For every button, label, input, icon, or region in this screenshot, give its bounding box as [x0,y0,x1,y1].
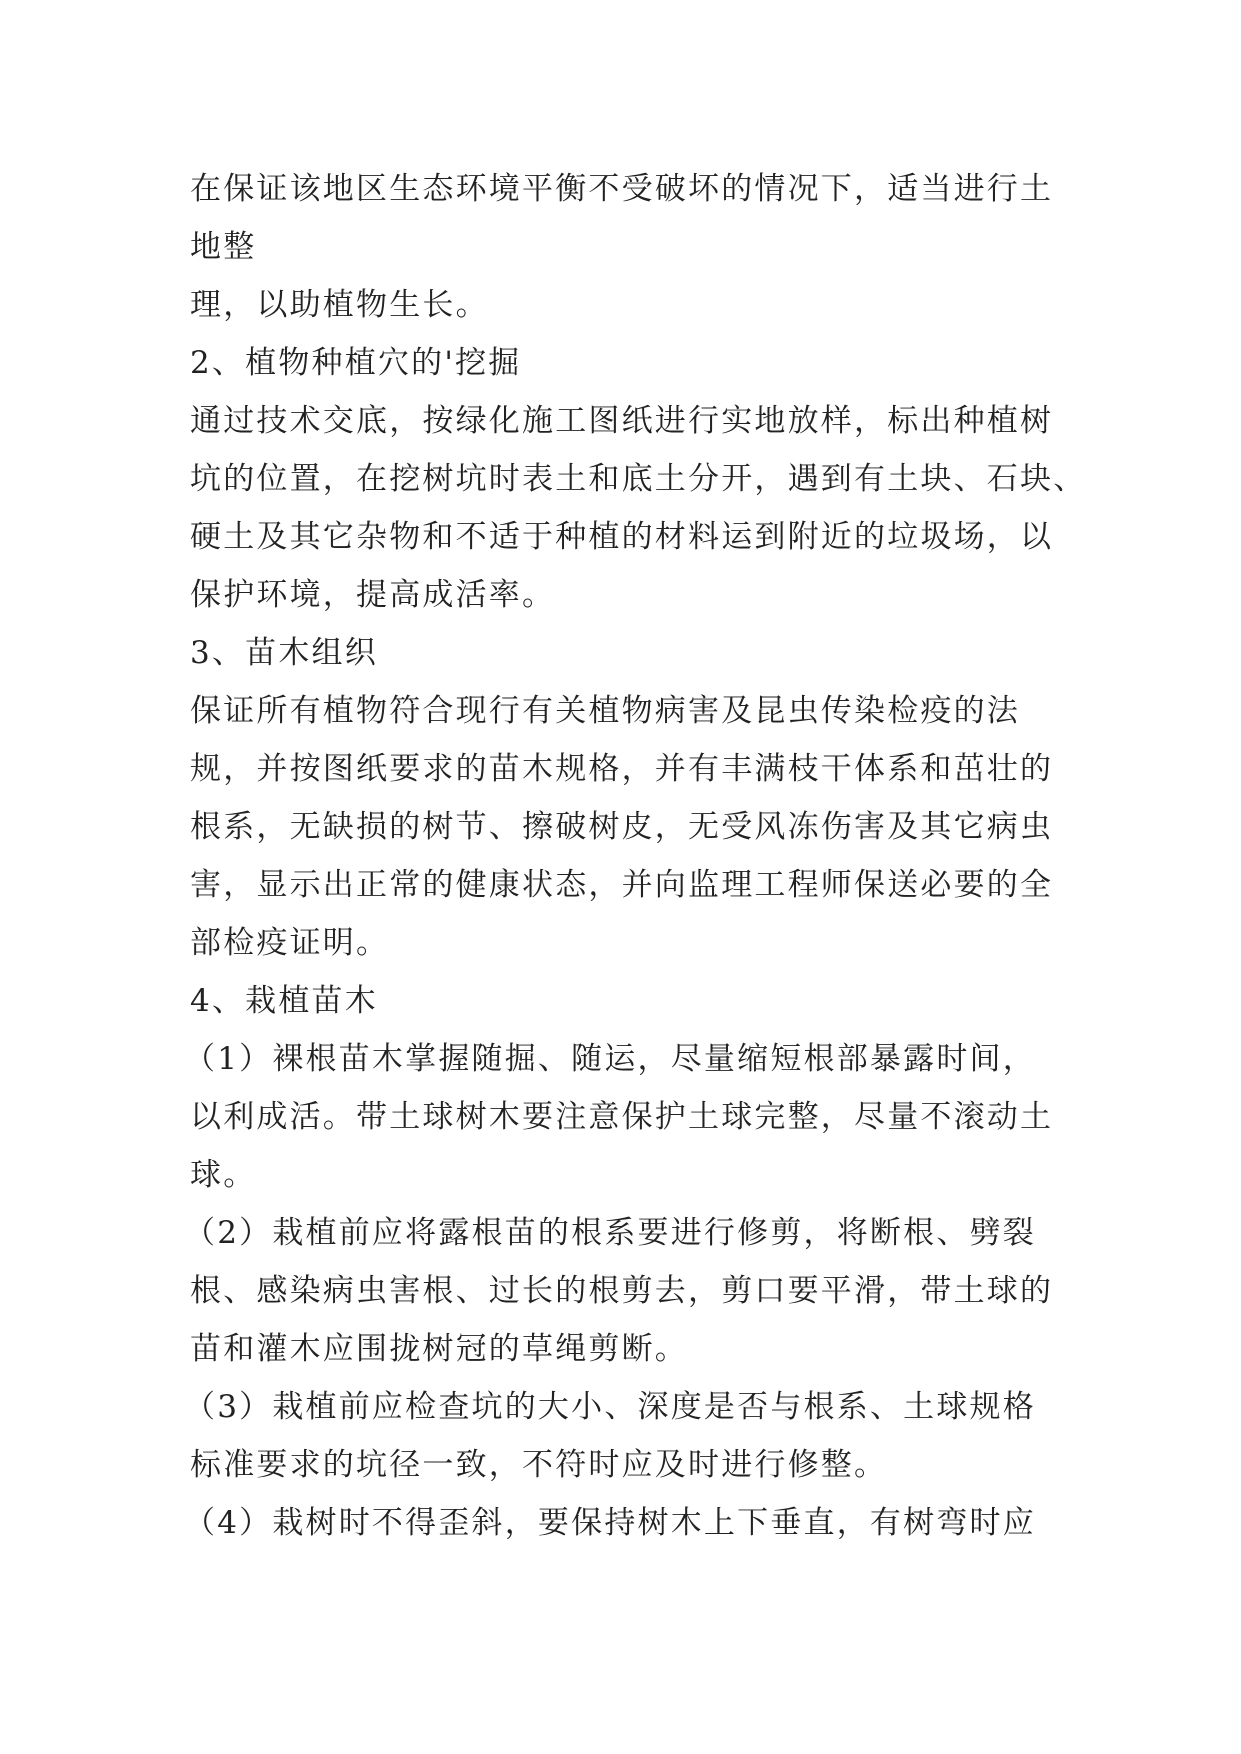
section-heading-2: 2、植物种植穴的'挖掘 [190,345,522,381]
text-line: 根、感染病虫害根、过长的根剪去，剪口要平滑，带土球的 [190,1273,1054,1309]
text-line: 苗和灌木应围拢树冠的草绳剪断。 [190,1331,688,1367]
text-line: 以利成活。带土球树木要注意保护土球完整，尽量不滚动土 [190,1099,1054,1135]
text-line: 保证所有植物符合现行有关植物病害及昆虫传染检疫的法 [190,693,1020,729]
text-line: 保护环境，提高成活率。 [190,577,556,613]
list-item-1: （1）裸根苗木掌握随掘、随运，尽量缩短根部暴露时间， [184,1041,1036,1077]
text-line: 地整 [190,229,257,265]
section-heading-4: 4、栽植苗木 [190,983,378,1019]
list-item-4: （4）栽树时不得歪斜，要保持树木上下垂直，有树弯时应 [184,1505,1036,1541]
list-item-2: （2）栽植前应将露根苗的根系要进行修剪，将断根、劈裂 [184,1215,1036,1251]
text-line: 部检疫证明。 [190,925,390,961]
text-line: 害，显示出正常的健康状态，并向监理工程师保送必要的全 [190,867,1054,903]
text-line: 硬土及其它杂物和不适于种植的材料运到附近的垃圾场，以 [190,519,1054,555]
text-line: 理，以助植物生长。 [190,287,489,323]
text-line: 根系，无缺损的树节、擦破树皮，无受风冻伤害及其它病虫 [190,809,1054,845]
section-heading-3: 3、苗木组织 [190,635,378,671]
text-line: 规，并按图纸要求的苗木规格，并有丰满枝干体系和茁壮的 [190,751,1054,787]
text-line: 在保证该地区生态环境平衡不受破坏的情况下，适当进行土 [190,171,1054,207]
text-line: 通过技术交底，按绿化施工图纸进行实地放样，标出种植树 [190,403,1054,439]
list-item-3: （3）栽植前应检查坑的大小、深度是否与根系、土球规格 [184,1389,1036,1425]
text-line: 坑的位置，在挖树坑时表土和底土分开，遇到有土块、石块、 [190,461,1087,497]
document-body [184,160,1087,1552]
text-line: 球。 [190,1157,257,1193]
text-line: 标准要求的坑径一致，不符时应及时进行修整。 [190,1447,888,1483]
